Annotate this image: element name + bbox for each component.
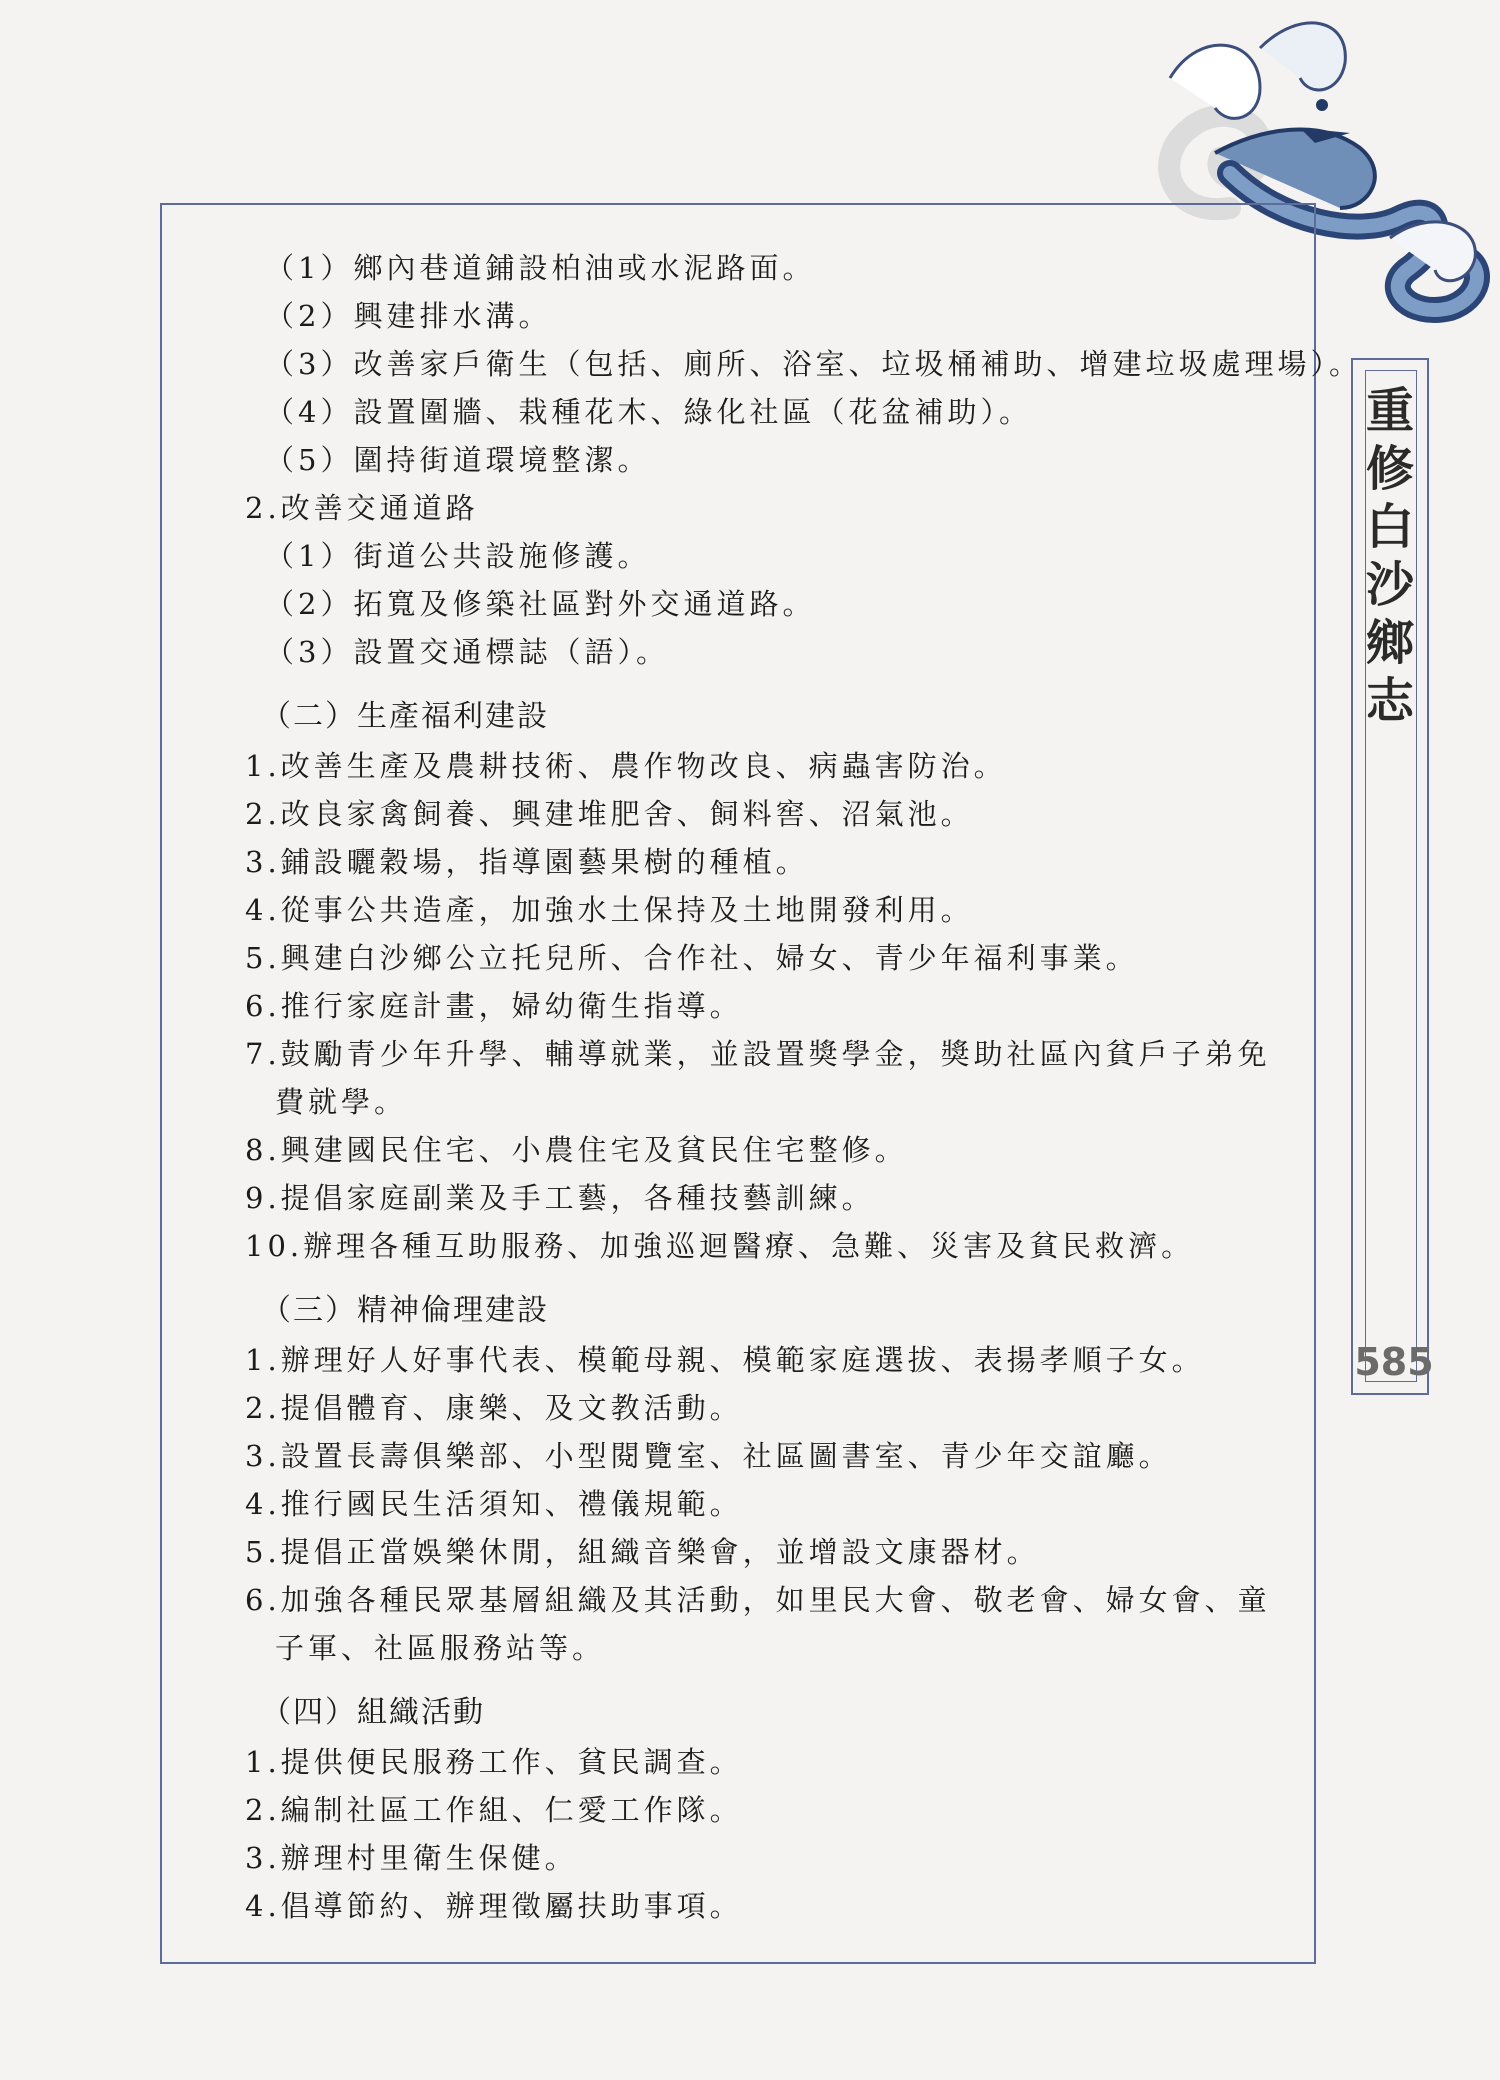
page-number: 585 <box>1354 1340 1434 1384</box>
list-item: 3.設置長壽俱樂部、小型閱覽室、社區圖書室、青少年交誼廳。 <box>245 1439 1172 1473</box>
list-item: 2.編制社區工作組、仁愛工作隊。 <box>245 1793 743 1827</box>
list-item: 9.提倡家庭副業及手工藝，各種技藝訓練。 <box>245 1181 875 1215</box>
sub-list-item: （3）改善家戶衛生（包括、廁所、浴室、垃圾桶補助、增建垃圾處理場）。 <box>265 347 1362 381</box>
list-item-continuation: 子軍、社區服務站等。 <box>275 1631 606 1665</box>
list-item: 3.鋪設曬穀場，指導園藝果樹的種植。 <box>245 845 809 879</box>
list-item: 2.改良家禽飼養、興建堆肥舍、飼料窖、沼氣池。 <box>245 797 974 831</box>
sub-list-item: （2）興建排水溝。 <box>265 299 552 333</box>
sub-list-item: （5）圍持街道環境整潔。 <box>265 443 651 477</box>
sub-list-item: （2）拓寬及修築社區對外交通道路。 <box>265 587 816 621</box>
list-item: 1.辦理好人好事代表、模範母親、模範家庭選拔、表揚孝順子女。 <box>245 1343 1205 1377</box>
section-heading: （二）生產福利建設 <box>261 699 549 734</box>
list-item: 1.改善生產及農耕技術、農作物改良、病蟲害防治。 <box>245 749 1007 783</box>
list-item: 10.辦理各種互助服務、加強巡迴醫療、急難、災害及貧民救濟。 <box>245 1229 1195 1263</box>
page-body <box>245 244 1362 1930</box>
section-heading: （四）組織活動 <box>261 1695 485 1730</box>
list-item-continuation: 費就學。 <box>275 1085 408 1119</box>
list-item: 3.辦理村里衛生保健。 <box>245 1841 578 1875</box>
sub-list-item: （1）鄉內巷道鋪設柏油或水泥路面。 <box>265 251 816 285</box>
list-item: 8.興建國民住宅、小農住宅及貧民住宅整修。 <box>245 1133 908 1167</box>
sub-list-item: （1）街道公共設施修護。 <box>265 539 651 573</box>
list-item: 2.提倡體育、康樂、及文教活動。 <box>245 1391 743 1425</box>
list-item: 4.從事公共造產，加強水土保持及土地開發利用。 <box>245 893 974 927</box>
sub-list-item: （4）設置圍牆、栽種花木、綠化社區（花盆補助）。 <box>265 395 1032 429</box>
list-item: 6.推行家庭計畫，婦幼衛生指導。 <box>245 989 743 1023</box>
list-item: 6.加強各種民眾基層組織及其活動，如里民大會、敬老會、婦女會、童 <box>245 1583 1271 1617</box>
list-item: 7.鼓勵青少年升學、輔導就業，並設置獎學金，獎助社區內貧戶子弟免 <box>245 1037 1271 1071</box>
list-item: 4.推行國民生活須知、禮儀規範。 <box>245 1487 743 1521</box>
list-item: 5.興建白沙鄉公立托兒所、合作社、婦女、青少年福利事業。 <box>245 941 1139 975</box>
list-item: 5.提倡正當娛樂休閒，組織音樂會，並增設文康器材。 <box>245 1535 1040 1569</box>
book-title: 重修白沙鄉志 <box>1365 383 1414 729</box>
sub-list-item: （3）設置交通標誌（語）。 <box>265 635 669 669</box>
list-item: 4.倡導節約、辦理徵屬扶助事項。 <box>245 1889 743 1923</box>
list-item: 2.改善交通道路 <box>245 491 479 525</box>
section-heading: （三）精神倫理建設 <box>261 1293 549 1328</box>
list-item: 1.提供便民服務工作、貧民調查。 <box>245 1745 743 1779</box>
